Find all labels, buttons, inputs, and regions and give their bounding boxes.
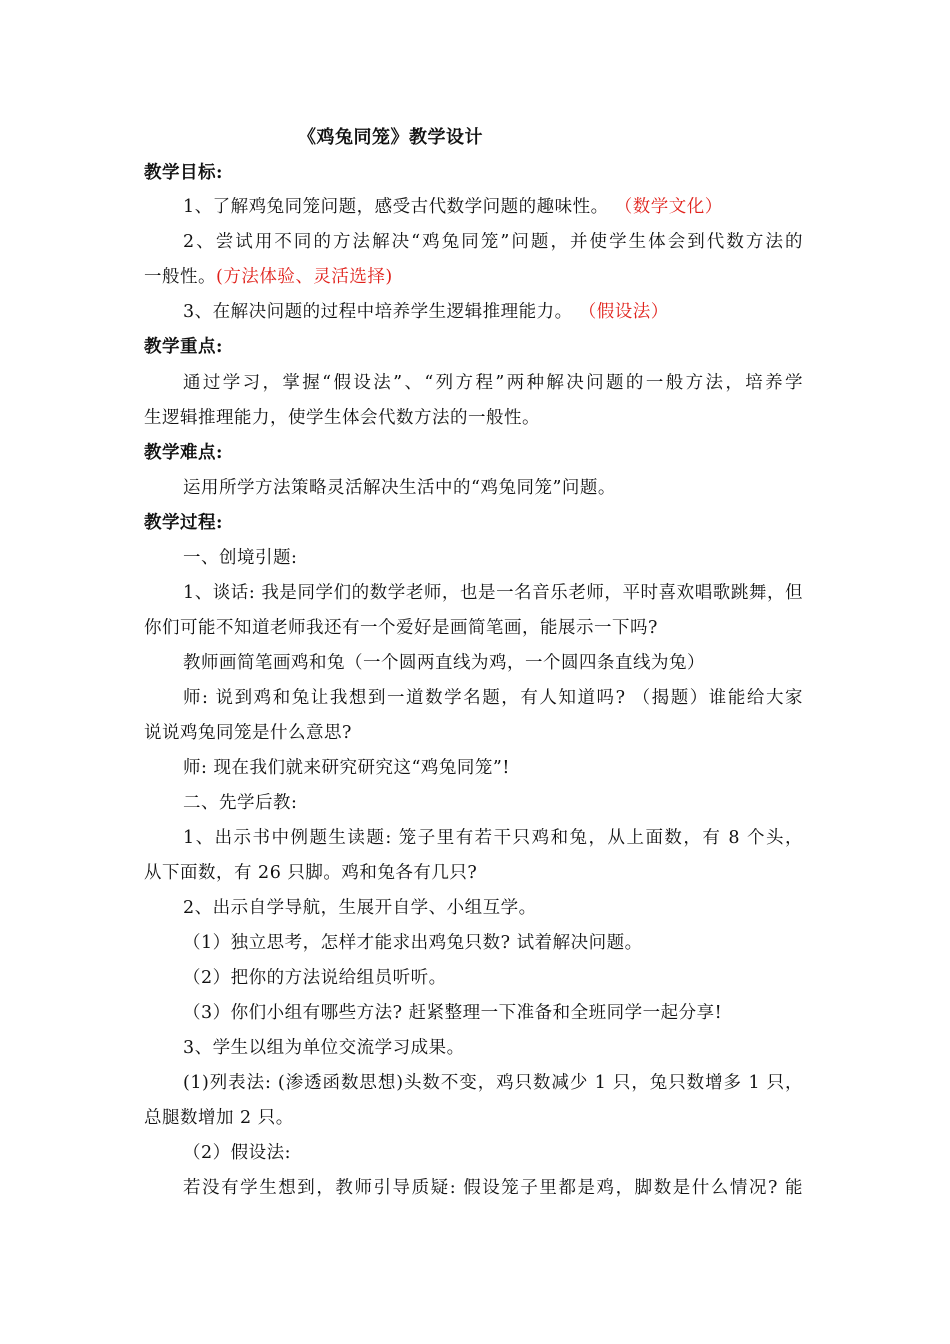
goal-1-text: 1、了解鸡兔同笼问题，感受古代数学问题的趣味性。: [183, 197, 609, 217]
goal-3-text: 3、在解决问题的过程中培养学生逻辑推理能力。: [183, 302, 573, 322]
question-1-line-1: 1、出示书中例题生读题: 笼子里有若干只鸡和兔，从上面数，有 8 个头，: [183, 828, 803, 848]
difficulty-heading: 教学难点:: [144, 443, 223, 463]
paragraph-3-line-2: 说说鸡兔同笼是什么意思?: [144, 723, 352, 743]
question-2-item-2: （2）把你的方法说给组员听听。: [183, 968, 447, 988]
question-3: 3、学生以组为单位交流学习成果。: [183, 1038, 465, 1058]
key-heading: 教学重点:: [144, 337, 223, 357]
question-1-line-2: 从下面数，有 26 只脚。鸡和兔各有几只?: [144, 863, 478, 883]
method-2-line-1: 若没有学生想到，教师引导质疑: 假设笼子里都是鸡，脚数是什么情况? 能: [183, 1178, 803, 1198]
difficulty-line-1: 运用所学方法策略灵活解决生活中的“鸡兔同笼”问题。: [183, 478, 616, 498]
goal-3-note: （假设法）: [578, 302, 669, 322]
section-2-title: 二、先学后教:: [183, 793, 298, 813]
key-line-1: 通过学习，掌握“假设法”、“列方程”两种解决问题的一般方法，培养学: [183, 373, 803, 393]
paragraph-1-line-2: 你们可能不知道老师我还有一个爱好是画简笔画，能展示一下吗?: [144, 618, 658, 638]
paragraph-4: 师: 现在我们就来研究研究这“鸡兔同笼”!: [183, 758, 510, 778]
key-line-2: 生逻辑推理能力，使学生体会代数方法的一般性。: [144, 408, 540, 428]
goal-2-line-2: [144, 265, 393, 289]
document-title: 《鸡兔同笼》教学设计: [298, 127, 483, 148]
paragraph-2: 教师画简笔画鸡和兔（一个圆两直线为鸡，一个圆四条直线为兔）: [183, 653, 705, 673]
method-2-title: （2）假设法:: [183, 1143, 292, 1163]
goal-2-note: (方法体验、灵活选择): [216, 267, 393, 287]
goal-2-line-1: 2、尝试用不同的方法解决“鸡兔同笼”问题，并使学生体会到代数方法的: [183, 232, 803, 252]
process-heading: 教学过程:: [144, 513, 223, 533]
paragraph-1-line-1: 1、谈话: 我是同学们的数学老师，也是一名音乐老师，平时喜欢唱歌跳舞，但: [183, 583, 803, 603]
question-2-item-1: （1）独立思考，怎样才能求出鸡兔只数? 试着解决问题。: [183, 933, 643, 953]
question-2-item-3: （3）你们小组有哪些方法? 赶紧整理一下准备和全班同学一起分享!: [183, 1003, 723, 1023]
section-1-title: 一、创境引题:: [183, 548, 298, 568]
goal-2-text: 一般性。: [144, 267, 216, 287]
paragraph-3-line-1: 师: 说到鸡和兔让我想到一道数学名题，有人知道吗? （揭题）谁能给大家: [183, 688, 803, 708]
goals-heading: 教学目标:: [144, 163, 223, 183]
method-1-line-2: 总腿数增加 2 只。: [144, 1108, 294, 1128]
goal-1-note: （数学文化）: [614, 197, 723, 217]
question-2: 2、出示自学导航，生展开自学、小组互学。: [183, 898, 537, 918]
method-1-line-1: (1)列表法: (渗透函数思想)头数不变，鸡只数减少 1 只，兔只数增多 1 只，: [183, 1073, 803, 1093]
goal-3: [183, 300, 669, 324]
goal-1: [183, 195, 723, 219]
